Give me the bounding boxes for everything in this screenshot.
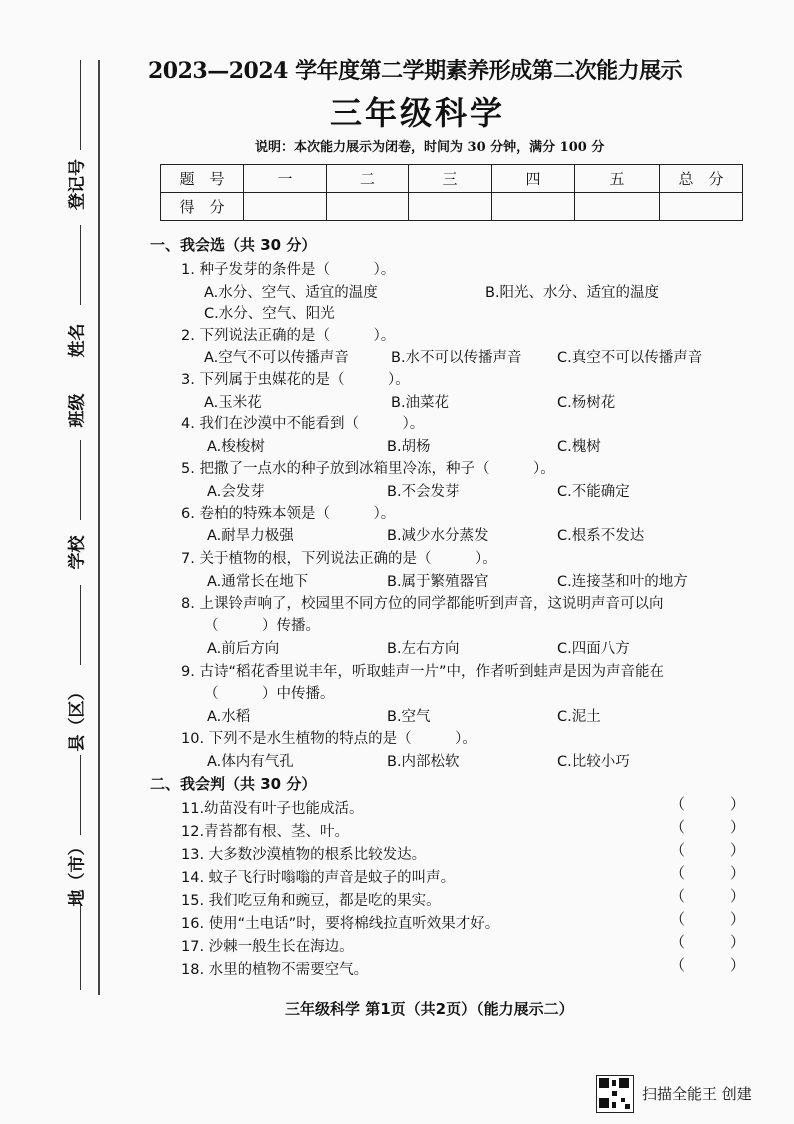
question-stem: 5. 把撒了一点水的种子放到冰箱里冷冻，种子（ ）。 (181, 461, 555, 477)
question-option[interactable]: B.空气 (387, 709, 431, 725)
page-footer: 三年级科学 第1页（共2页）（能力展示二） (285, 1000, 574, 1018)
judge-item: 13. 大多数沙漠植物的根系比较发达。 (181, 847, 427, 863)
score-cell[interactable] (409, 193, 492, 221)
score-header-cell: 题 号 (161, 165, 244, 193)
section2-title: 二、我会判（共 30 分） (150, 775, 317, 793)
question-option[interactable]: C.连接茎和叶的地方 (557, 574, 688, 590)
question-option[interactable]: B.内部松软 (387, 754, 460, 770)
question-stem: 8. 上课铃声响了，校园里不同方位的同学都能听到声音，这说明声音可以向 (181, 596, 664, 612)
question-stem: 9. 古诗“稻花香里说丰年，听取蛙声一片”中，作者听到蛙声是因为声音能在 (181, 664, 664, 680)
question-option[interactable]: B.不会发芽 (387, 484, 460, 500)
question-option[interactable]: A.前后方向 (207, 641, 280, 657)
question-option[interactable]: A.通常长在地下 (207, 574, 309, 590)
answer-blank[interactable]: （ ） (670, 956, 746, 974)
question-option[interactable]: A.水稻 (207, 709, 251, 725)
county-label: 县（区） (67, 683, 88, 752)
question-option[interactable]: B.属于繁殖器官 (387, 574, 489, 590)
score-cell[interactable] (327, 193, 409, 221)
question-option[interactable]: B.左右方向 (387, 641, 460, 657)
question-option[interactable]: C.真空不可以传播声音 (557, 350, 703, 366)
question-stem: 3. 下列属于虫媒花的是（ ）。 (181, 372, 410, 388)
answer-blank[interactable]: （ ） (670, 887, 746, 905)
answer-blank[interactable]: （ ） (670, 933, 746, 951)
city-blank (80, 905, 82, 990)
question-stem-continued: （ ）中传播。 (204, 686, 335, 702)
answer-blank[interactable]: （ ） (670, 910, 746, 928)
score-header-cell: 一 (244, 165, 327, 193)
question-option[interactable]: B.阳光、水分、适宜的温度 (485, 285, 660, 301)
judge-item: 16. 使用“土电话”时，要将棉线拉直听效果才好。 (181, 916, 500, 932)
question-option[interactable]: A.会发芽 (207, 484, 265, 500)
question-option[interactable]: A.梭梭树 (207, 439, 265, 455)
question-option[interactable]: A.水分、空气、适宜的温度 (204, 285, 378, 301)
question-option[interactable]: C.杨树花 (557, 395, 616, 411)
question-option[interactable]: B.油菜花 (391, 395, 450, 411)
question-option[interactable]: C.四面八方 (557, 641, 630, 657)
city-label: 地（市） (67, 838, 88, 907)
score-table-score-row (161, 193, 743, 221)
binding-line (98, 60, 100, 995)
question-option[interactable]: C.根系不发达 (557, 528, 645, 544)
register-no-label: 登记号 (67, 159, 88, 210)
judge-item: 14. 蚊子飞行时嗡嗡的声音是蚊子的叫声。 (181, 870, 456, 886)
score-table (160, 164, 743, 221)
answer-blank[interactable]: （ ） (670, 795, 746, 813)
question-option[interactable]: C.比较小巧 (557, 754, 630, 770)
question-stem: 2. 下列说法正确的是（ ）。 (181, 328, 396, 344)
school-blank (80, 585, 82, 665)
question-stem: 6. 卷柏的特殊本领是（ ）。 (181, 506, 396, 522)
score-cell[interactable] (492, 193, 575, 221)
question-stem: 1. 种子发芽的条件是（ ）。 (181, 262, 396, 278)
judge-item: 15. 我们吃豆角和豌豆，都是吃的果实。 (181, 893, 441, 909)
question-option[interactable]: A.空气不可以传播声音 (204, 350, 349, 366)
judge-item: 12.青苔都有根、茎、叶。 (181, 824, 350, 840)
score-header-cell: 五 (575, 165, 660, 193)
score-row-label: 得 分 (161, 193, 244, 221)
county-blank (80, 755, 82, 835)
judge-item: 11.幼苗没有叶子也能成活。 (181, 801, 364, 817)
judge-item: 17. 沙棘一般生长在海边。 (181, 939, 354, 955)
judge-item: 18. 水里的植物不需要空气。 (181, 962, 369, 978)
question-option[interactable]: A.体内有气孔 (207, 754, 294, 770)
question-option[interactable]: C.水分、空气、阳光 (204, 306, 335, 322)
school-label: 学校 (67, 535, 88, 570)
qr-code-icon (596, 1075, 634, 1113)
question-option[interactable]: A.耐旱力极强 (207, 528, 294, 544)
score-cell[interactable] (575, 193, 660, 221)
question-stem: 10. 下列不是水生植物的特点的是（ ）。 (181, 731, 477, 747)
question-option[interactable]: B.减少水分蒸发 (387, 528, 489, 544)
score-table-header-row (161, 165, 743, 193)
register-no-blank (80, 60, 82, 150)
exam-subtitle: 三年级科学 (330, 94, 506, 132)
question-stem: 4. 我们在沙漠中不能看到（ ）。 (181, 416, 425, 432)
name-blank (80, 225, 82, 305)
question-stem-continued: （ ）传播。 (204, 618, 320, 634)
question-option[interactable]: B.胡杨 (387, 439, 431, 455)
answer-blank[interactable]: （ ） (670, 818, 746, 836)
question-option[interactable]: C.泥土 (557, 709, 601, 725)
score-cell[interactable] (244, 193, 327, 221)
class-label: 班级 (67, 393, 88, 428)
exam-note: 说明：本次能力展示为闭卷，时间为 30 分钟，满分 100 分 (255, 140, 605, 155)
name-label: 姓名 (67, 323, 88, 358)
question-option[interactable]: C.不能确定 (557, 484, 630, 500)
score-header-cell: 四 (492, 165, 575, 193)
question-stem: 7. 关于植物的根，下列说法正确的是（ ）。 (181, 551, 497, 567)
question-option[interactable]: C.槐树 (557, 439, 601, 455)
class-blank (80, 440, 82, 520)
score-header-cell: 总 分 (660, 165, 743, 193)
score-header-cell: 二 (327, 165, 409, 193)
answer-blank[interactable]: （ ） (670, 864, 746, 882)
question-option[interactable]: B.水不可以传播声音 (391, 350, 522, 366)
answer-blank[interactable]: （ ） (670, 841, 746, 859)
question-option[interactable]: A.玉米花 (204, 395, 262, 411)
scanner-credit: 扫描全能王 创建 (642, 1085, 752, 1103)
score-cell[interactable] (660, 193, 743, 221)
score-header-cell: 三 (409, 165, 492, 193)
section1-title: 一、我会选（共 30 分） (150, 236, 317, 254)
exam-title: 2023—2024 学年度第二学期素养形成第二次能力展示 (148, 58, 683, 84)
